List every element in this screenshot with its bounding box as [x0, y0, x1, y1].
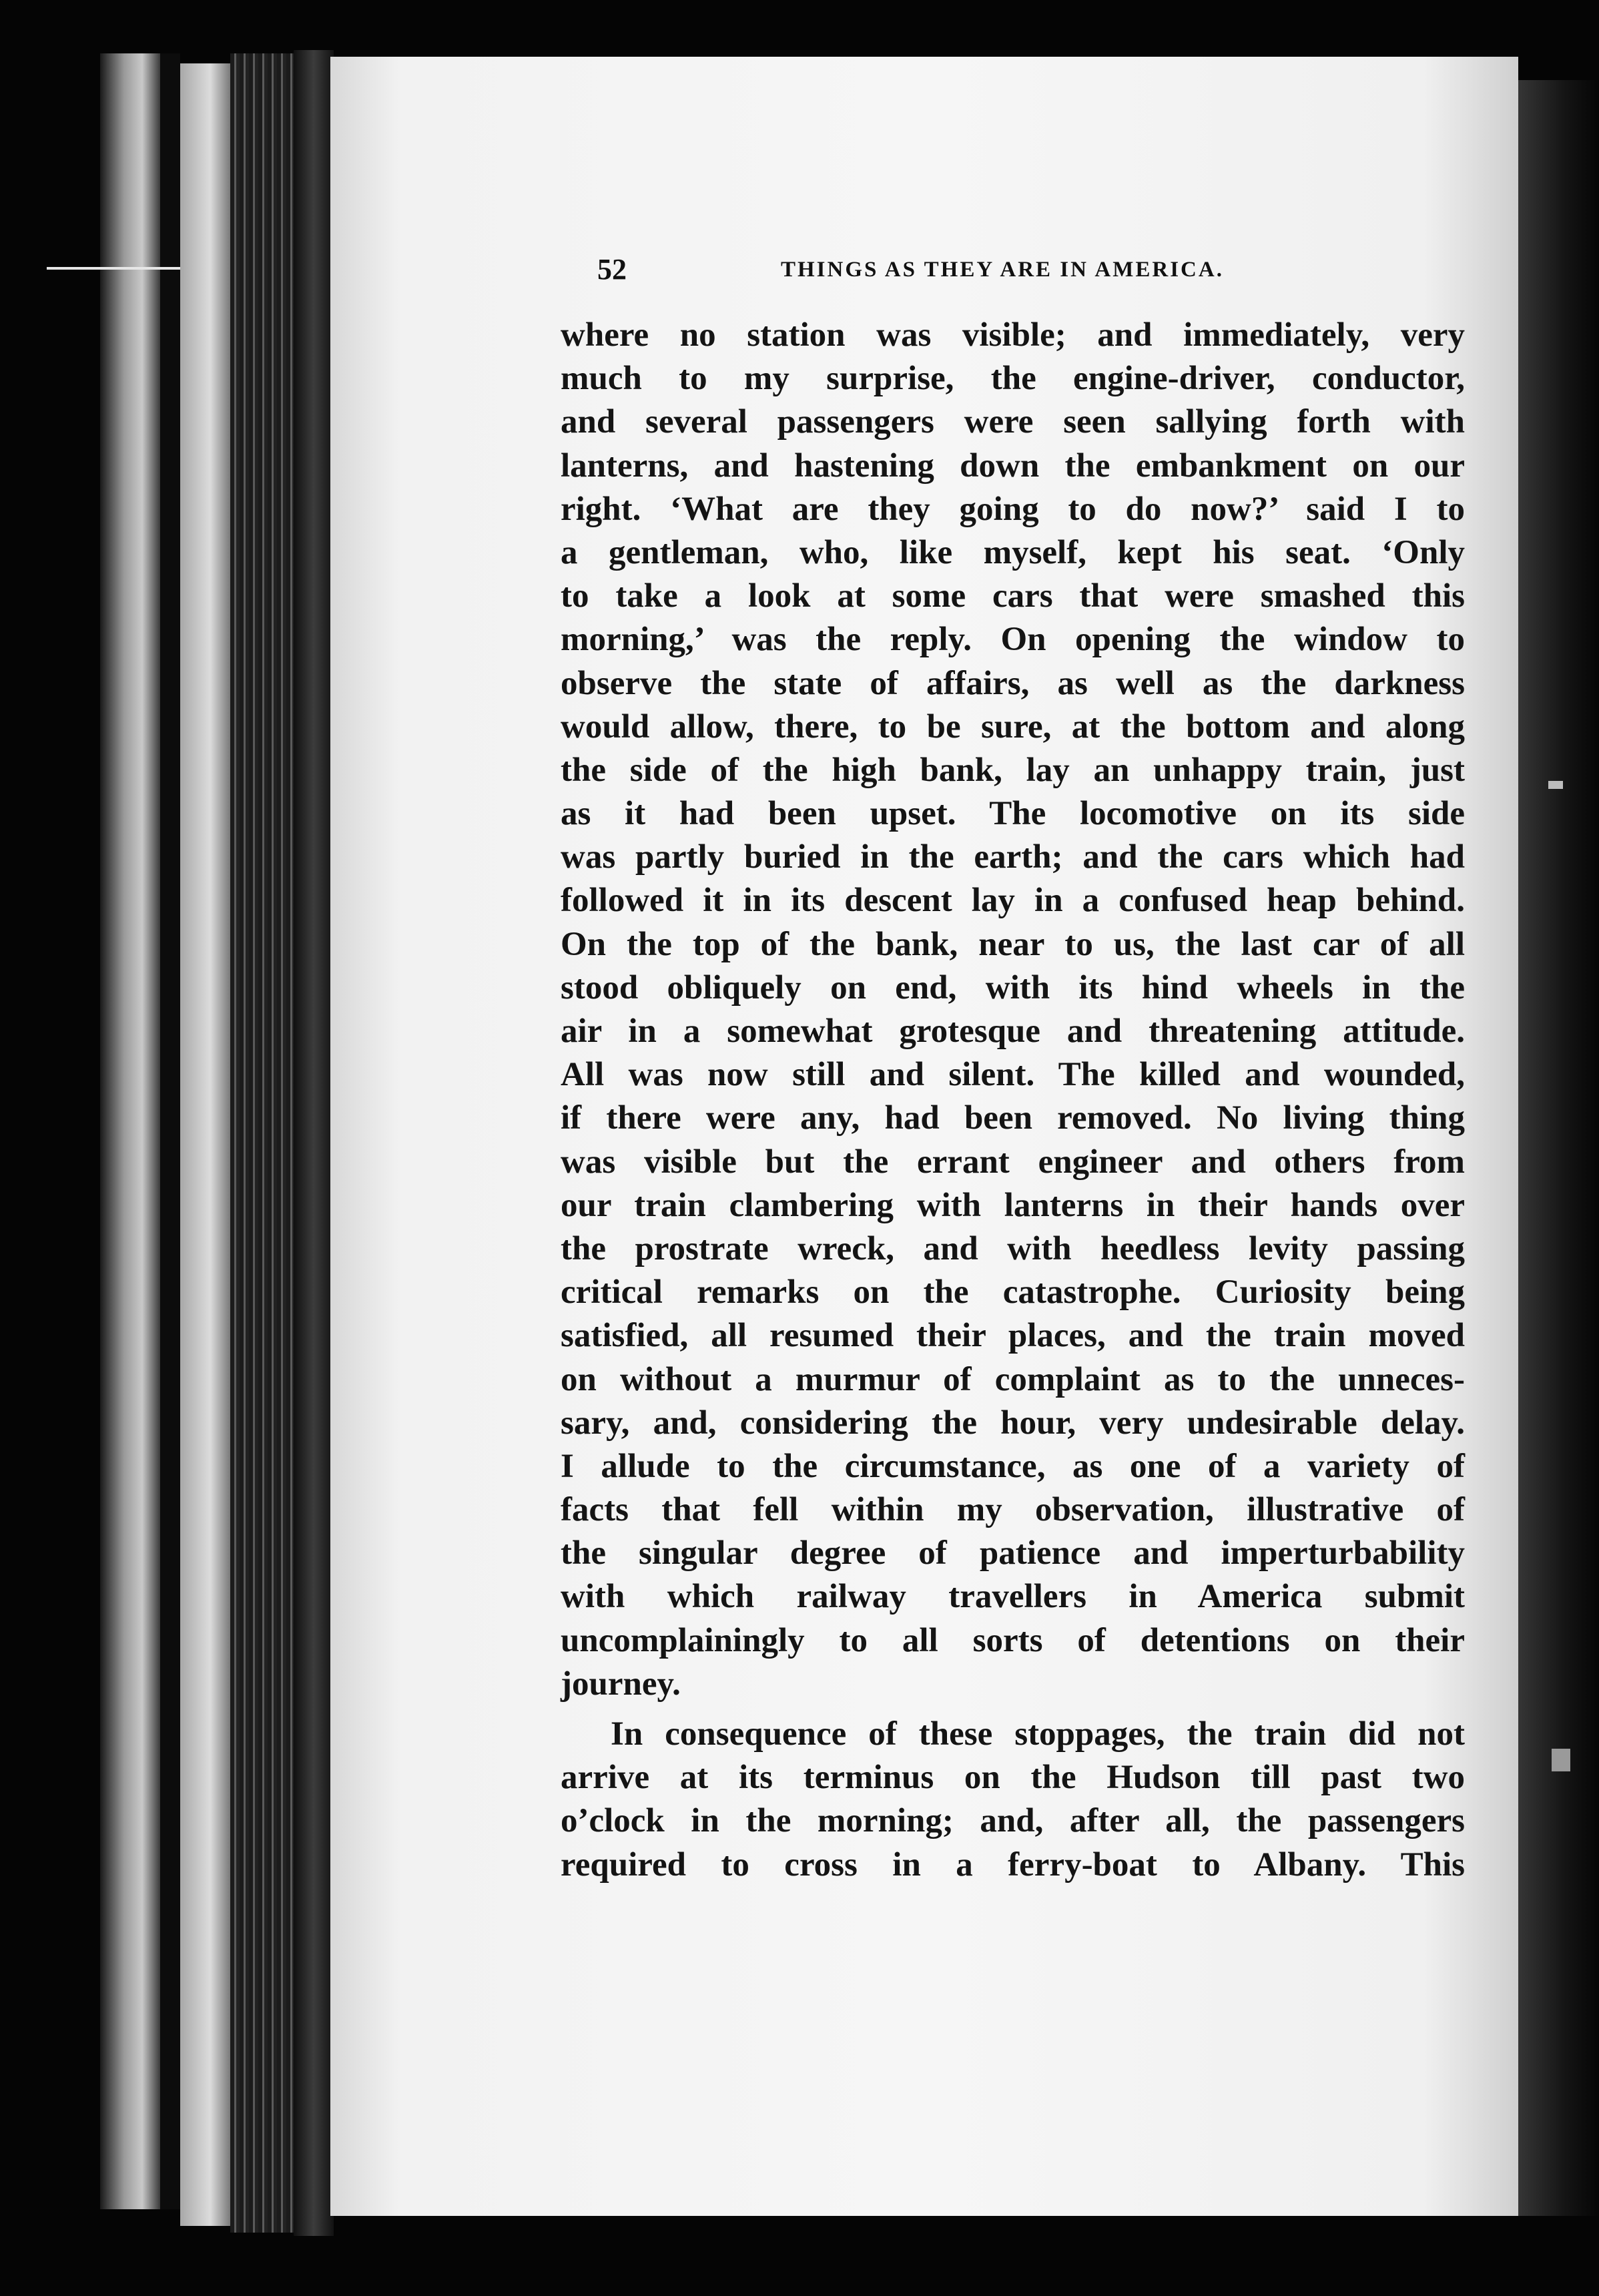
text-line: On the top of the bank, near to us, the last car of all	[561, 925, 1465, 963]
text-line: with which railway travellers in America submit	[561, 1578, 1465, 1616]
text-line: arrive at its terminus on the Hudson till past two	[561, 1759, 1465, 1797]
scan-dust-mark	[47, 267, 180, 270]
text-line: I allude to the circumstance, as one of a variety of	[561, 1447, 1465, 1485]
text-line: uncomplainingly to all sorts of detentions on their	[561, 1621, 1465, 1659]
text-line: on without a murmur of complaint as to the unneces-	[561, 1360, 1465, 1398]
paragraph-break	[561, 1706, 1465, 1713]
running-title: THINGS AS THEY ARE IN AMERICA.	[781, 258, 1224, 282]
text-line: observe the state of affairs, as well as the darkness	[561, 664, 1465, 702]
text-line: air in a somewhat grotesque and threatening attitude.	[561, 1013, 1465, 1050]
text-line: was visible but the errant engineer and others from	[561, 1143, 1465, 1181]
paragraph-2	[561, 1713, 1465, 1887]
text-line: critical remarks on the catastrophe. Curiosity being	[561, 1273, 1465, 1312]
text-line: if there were any, had been removed. No living thing	[561, 1099, 1465, 1137]
text-line: followed it in its descent lay in a confused heap behind.	[561, 882, 1465, 920]
text-line: was partly buried in the earth; and the cars which had	[561, 838, 1465, 876]
text-line: o’clock in the morning; and, after all, the passengers	[561, 1802, 1465, 1840]
scan-dust-mark	[1552, 1749, 1570, 1771]
running-head	[597, 252, 1308, 286]
scan-dust-mark	[1548, 781, 1563, 789]
text-line: where no station was visible; and immediately, very	[561, 316, 1465, 354]
page-edges-middle	[180, 63, 230, 2226]
page-edges-outer	[100, 53, 160, 2209]
text-line: the prostrate wreck, and with heedless levity passing	[561, 1229, 1465, 1267]
body-text	[561, 314, 1465, 1887]
text-line: would allow, there, to be sure, at the bottom and along	[561, 707, 1465, 746]
text-line: sary, and, considering the hour, very undesirable delay.	[561, 1404, 1465, 1442]
text-line: right. ‘What are they going to do now?’ said I to	[561, 490, 1465, 528]
text-line: much to my surprise, the engine-driver, conductor,	[561, 360, 1465, 398]
text-line: facts that fell within my observation, illustrative of	[561, 1491, 1465, 1529]
text-line: All was now still and silent. The killed and wounded,	[561, 1056, 1465, 1094]
page-edges-shadow	[160, 53, 180, 2209]
text-line: stood obliquely on end, with its hind wheels in the	[561, 968, 1465, 1007]
text-line: journey.	[561, 1665, 681, 1703]
text-line: the singular degree of patience and imperturbability	[561, 1534, 1465, 1572]
page-number: 52	[597, 253, 627, 286]
text-line: our train clambering with lanterns in their hands over	[561, 1186, 1465, 1224]
page-edges-inner	[294, 50, 334, 2236]
text-line: required to cross in a ferry-boat to Albany. This	[561, 1845, 1465, 1884]
text-line: as it had been upset. The locomotive on its side	[561, 795, 1465, 833]
text-line: and several passengers were seen sallying forth with	[561, 403, 1465, 441]
page-edges-stack	[230, 53, 294, 2233]
text-line: morning,’ was the reply. On opening the window to	[561, 621, 1465, 659]
text-line: to take a look at some cars that were smashed this	[561, 577, 1465, 615]
paragraph-1	[561, 314, 1465, 1706]
text-line: In consequence of these stoppages, the train did not	[611, 1715, 1465, 1753]
book-gutter-shadow	[1512, 80, 1599, 2216]
text-line: the side of the high bank, lay an unhappy train, just	[561, 751, 1465, 789]
text-line: satisfied, all resumed their places, and the train moved	[561, 1317, 1465, 1355]
text-line: a gentleman, who, like myself, kept his seat. ‘Only	[561, 533, 1465, 571]
text-line: lanterns, and hastening down the embankment on our	[561, 447, 1465, 485]
